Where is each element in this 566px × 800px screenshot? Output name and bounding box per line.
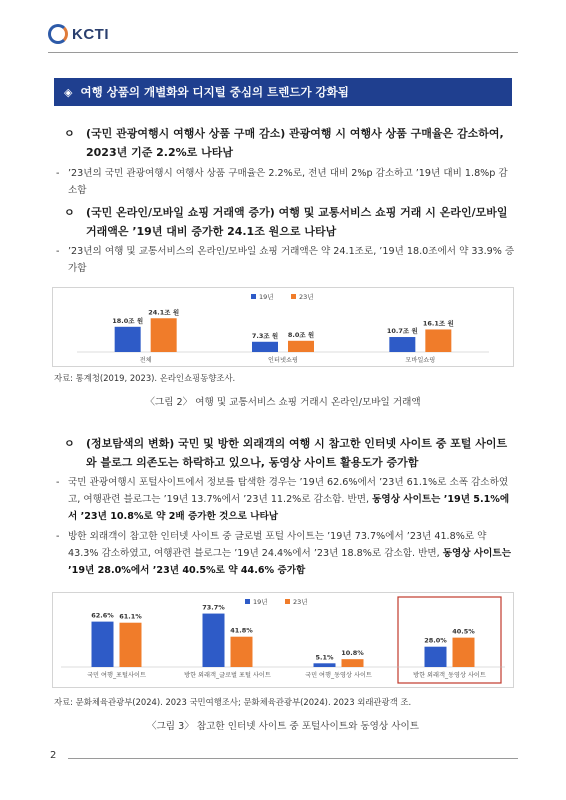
category-label: 국민 여행_포털사이트 bbox=[87, 672, 146, 679]
data-label: 16.1조 원 bbox=[422, 319, 454, 328]
bar bbox=[231, 637, 253, 667]
bar bbox=[120, 623, 142, 667]
data-label: 41.8% bbox=[230, 626, 253, 635]
circle-bullet-icon: ㅇ bbox=[64, 206, 75, 219]
bullet-text: (국민 온라인/모바일 쇼핑 거래액 증가) 여행 및 교통서비스 쇼핑 거래 시 온라인/모바일 거래액은 ’19년 대비 증가한 24.1조 원으로 나타남 bbox=[86, 206, 508, 238]
bullet-text: (정보탐색의 변화) 국민 및 방한 외래객의 여행 시 참고한 인터넷 사이트 중 포털 사이트와 블로그 의존도는 하락하고 있으나, 동영상 사이트 활용도가 증가함 bbox=[86, 437, 508, 469]
figure3-svg bbox=[53, 593, 513, 687]
dash-text: ’23년의 여행 및 교통서비스의 온라인/모바일 쇼핑 거래액은 약 24.1조로, ’19년 18.0조에서 약 33.9% 증가함 bbox=[68, 246, 515, 274]
data-label: 61.1% bbox=[119, 612, 142, 621]
section-title: 여행 상품의 개별화와 디지털 중심의 트렌드가 강화됨 bbox=[80, 85, 349, 99]
dash-text: 국민 관광여행시 포털사이트에서 정보를 탐색한 경우는 ’19년 62.6%에서 ’23년 61.1%로 소폭 감소하였고, 여행관련 블로그는 ’19년 13.7%에서 ’23년 11.2%로 감소함. 반면, 동영상 사이트는 ’19년 5.1%에서 ’23년 10.8%로 약 2배 증가한 것으로 나타남 bbox=[68, 477, 510, 522]
bullet-info-search bbox=[64, 434, 516, 472]
dash-bullet-icon: - bbox=[56, 246, 60, 257]
data-label: 24.1조 원 bbox=[148, 308, 180, 317]
circle-bullet-icon: ㅇ bbox=[64, 437, 75, 450]
emphasis-text: 동영상 사이트는 ’19년 5.1%에서 ’23년 10.8%로 약 2배 증가한 것으로 나타남 bbox=[68, 494, 510, 522]
figure3-source: 자료: 문화체육관광부(2024). 2023 국민여행조사; 문화체육관광부(2024). 2023 외래관광객 조. bbox=[54, 697, 412, 707]
circle-bullet-icon: ㅇ bbox=[64, 127, 75, 140]
header-rule bbox=[48, 52, 518, 53]
legend-label: 19년 bbox=[253, 598, 268, 606]
legend-label: 23년 bbox=[299, 293, 314, 301]
data-label: 8.0조 원 bbox=[287, 330, 315, 339]
figure2-source: 자료: 통계청(2019, 2023). 온라인쇼핑동향조사. bbox=[54, 373, 236, 383]
legend-swatch bbox=[285, 599, 290, 604]
data-label: 10.8% bbox=[341, 649, 364, 658]
dash-bullet-icon: - bbox=[56, 168, 60, 179]
logo bbox=[48, 22, 109, 46]
legend-swatch bbox=[251, 294, 256, 299]
category-label: 전체 bbox=[139, 357, 152, 364]
bullet-travel-agency bbox=[64, 124, 516, 162]
bar bbox=[314, 663, 336, 667]
bullet-online-shopping bbox=[64, 203, 516, 241]
dash-travel-agency bbox=[56, 165, 516, 199]
data-label: 62.6% bbox=[91, 611, 114, 620]
legend-label: 23년 bbox=[293, 598, 308, 606]
dash-online-shopping bbox=[56, 243, 516, 277]
category-label: 국민 여행_동영상 사이트 bbox=[305, 672, 372, 679]
bar bbox=[342, 659, 364, 667]
figure2-svg bbox=[53, 288, 513, 366]
dash-domestic-sites bbox=[56, 474, 516, 525]
dash-bullet-icon: - bbox=[56, 477, 60, 488]
bar bbox=[425, 647, 447, 667]
category-label: 방한 외래객_동영상 사이트 bbox=[413, 672, 486, 679]
data-label: 40.5% bbox=[452, 627, 475, 636]
logo-mark-icon bbox=[48, 24, 68, 44]
figure3-caption: 〈그림 3〉 참고한 인터넷 사이트 중 포털사이트와 동영상 사이트 bbox=[146, 721, 420, 732]
legend-swatch bbox=[245, 599, 250, 604]
footer-rule bbox=[68, 758, 518, 759]
bullet-text: (국민 관광여행시 여행사 상품 구매 감소) 관광여행 시 여행사 상품 구매율은 감소하여, 2023년 기준 2.2%로 나타남 bbox=[86, 127, 504, 159]
category-label: 모바일쇼핑 bbox=[405, 357, 436, 364]
bar bbox=[252, 342, 278, 352]
logo-text: KCTI bbox=[72, 25, 109, 43]
category-label: 방한 외래객_글로벌 포털 사이트 bbox=[184, 672, 271, 679]
bar bbox=[389, 337, 415, 352]
figure2-caption: 〈그림 2〉 여행 및 교통서비스 쇼핑 거래시 온라인/모바일 거래액 bbox=[145, 397, 421, 408]
figure2-chart bbox=[52, 287, 514, 367]
category-label: 인터넷쇼핑 bbox=[268, 357, 298, 364]
bar bbox=[288, 341, 314, 352]
bar bbox=[151, 318, 177, 352]
legend-swatch bbox=[291, 294, 296, 299]
bar bbox=[115, 327, 141, 352]
data-label: 10.7조 원 bbox=[386, 327, 418, 336]
highlight-box bbox=[398, 597, 501, 683]
bar bbox=[203, 614, 225, 667]
emphasis-text: 동영상 사이트는 ’19년 28.0%에서 ’23년 40.5%로 약 44.6% 증가함 bbox=[68, 548, 511, 576]
section-banner bbox=[54, 78, 512, 106]
figure3-chart bbox=[52, 592, 514, 688]
data-label: 28.0% bbox=[424, 636, 447, 645]
data-label: 5.1% bbox=[315, 653, 334, 662]
data-label: 73.7% bbox=[202, 603, 225, 612]
diamond-bullet-icon: ◈ bbox=[64, 85, 73, 99]
bar bbox=[453, 638, 475, 667]
dash-bullet-icon: - bbox=[56, 531, 60, 542]
legend-label: 19년 bbox=[259, 293, 274, 301]
page-number: 2 bbox=[50, 750, 57, 761]
dash-foreign-sites bbox=[56, 528, 516, 579]
dash-text: 방한 외래객이 참고한 인터넷 사이트 중 글로벌 포털 사이트는 ’19년 73.7%에서 ’23년 41.8%로 약 43.3% 감소하였고, 여행관련 블로그는 ’19년 24.4%에서 ’23년 18.8%로 감소함. 반면, 동영상 사이트는 ’19년 28.0%에서 ’23년 40.5%로 약 44.6% 증가함 bbox=[68, 531, 511, 576]
dash-text: ’23년의 국민 관광여행시 여행사 상품 구매율은 2.2%로, 전년 대비 2%p 감소하고 ’19년 대비 1.8%p 감소함 bbox=[68, 168, 508, 196]
data-label: 7.3조 원 bbox=[251, 331, 279, 340]
bar bbox=[92, 622, 114, 667]
data-label: 18.0조 원 bbox=[112, 316, 144, 325]
bar bbox=[425, 329, 451, 352]
